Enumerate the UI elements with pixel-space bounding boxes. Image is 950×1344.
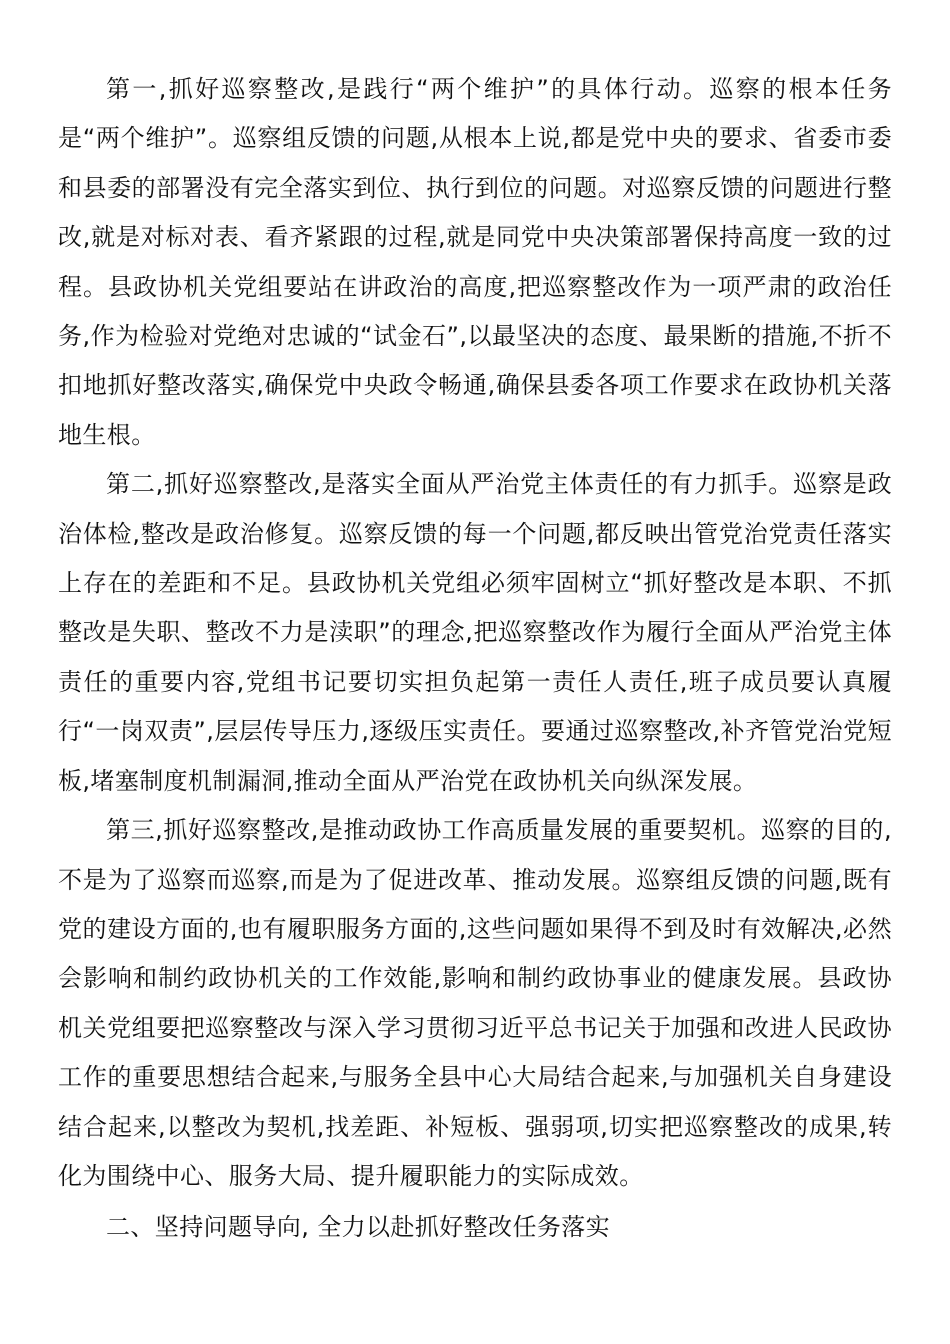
paragraph-first: 第一,抓好巡察整改,是践行“两个维护”的具体行动。巡察的根本任务是“两个维护”。巡察组反馈的问题,从根本上说,都是党中央的要求、省委市委和县委的部署没有完全落实到位、执行到位的问题。对巡察反馈的问题进行整改,就是对标对表、看齐紧跟的过程,就是同党中央决策部署保持高度一致的过程。县政协机关党组要站在讲政治的高度,把巡察整改作为一项严肃的政治任务,作为检验对党绝对忠诚的“试金石”,以最坚决的态度、最果断的措施,不折不扣地抓好整改落实,确保党中央政令畅通,确保县委各项工作要求在政协机关落地生根。 [58,75,892,449]
document-page [58,65,892,1253]
paragraph-second: 第二,抓好巡察整改,是落实全面从严治党主体责任的有力抓手。巡察是政治体检,整改是政治修复。巡察反馈的每一个问题,都反映出管党治党责任落实上存在的差距和不足。县政协机关党组必须牢固树立“抓好整改是本职、不抓整改是失职、整改不力是渎职”的理念,把巡察整改作为履行全面从严治党主体责任的重要内容,党组书记要切实担负起第一责任人责任,班子成员要认真履行“一岗双责”,层层传导压力,逐级压实责任。要通过巡察整改,补齐管党治党短板,堵塞制度机制漏洞,推动全面从严治党在政协机关向纵深发展。 [58,470,892,795]
section-heading: 二、坚持问题导向, 全力以赴抓好整改任务落实 [106,1213,611,1242]
paragraph-third: 第三,抓好巡察整改,是推动政协工作高质量发展的重要契机。巡察的目的,不是为了巡察而巡察,而是为了促进改革、推动发展。巡察组反馈的问题,既有党的建设方面的,也有履职服务方面的,这些问题如果得不到及时有效解决,必然会影响和制约政协机关的工作效能,影响和制约政协事业的健康发展。县政协机关党组要把巡察整改与深入学习贯彻习近平总书记关于加强和改进人民政协工作的重要思想结合起来,与服务全县中心大局结合起来,与加强机关自身建设结合起来,以整改为契机,找差距、补短板、强弱项,切实把巡察整改的成果,转化为围绕中心、服务大局、提升履职能力的实际成效。 [58,816,892,1190]
